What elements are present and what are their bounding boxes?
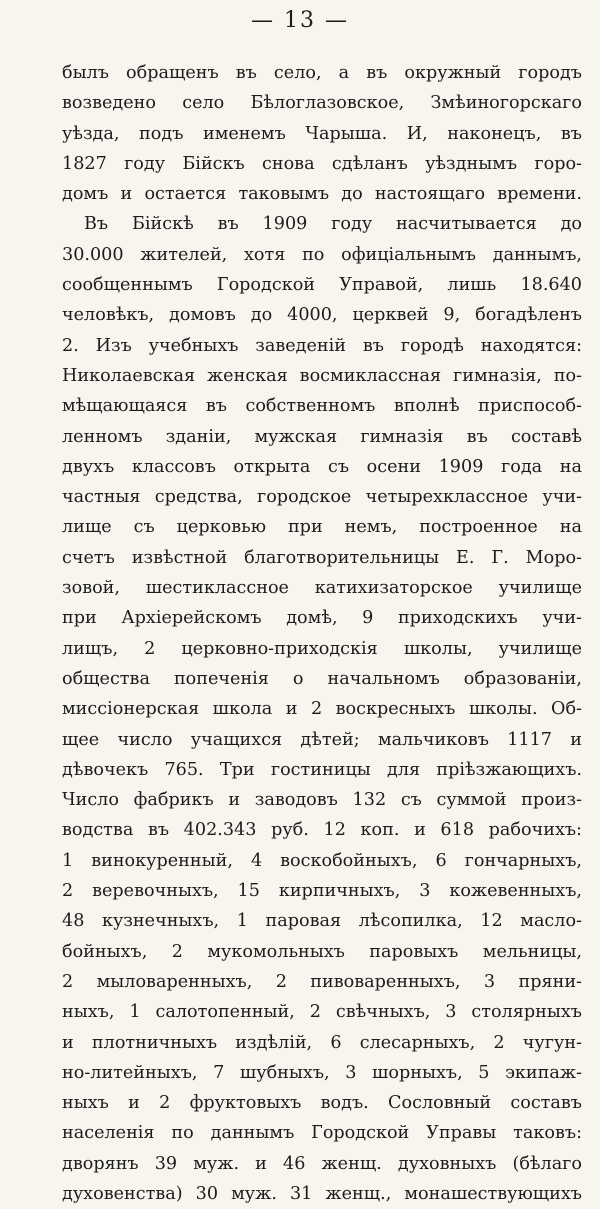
text-line: сообщеннымъ Городской Управой, лишь 18.640 (62, 275, 582, 296)
body-text (62, 58, 582, 1209)
text-line: дѣвочекъ 765. Три гостиницы для пріѣзжающихъ. (62, 759, 582, 780)
text-line: и плотничныхъ издѣлій, 6 слесарныхъ, 2 чугун- (62, 1032, 582, 1053)
text-line: общества попеченія о начальномъ образованіи, (62, 668, 582, 689)
text-line: но-литейныхъ, 7 шубныхъ, 3 шорныхъ, 5 экипаж- (62, 1062, 582, 1083)
text-line: зовой, шестиклассное катихизаторское училище (62, 578, 582, 599)
text-line: при Архіерейскомъ домѣ, 9 приходскихъ учи- (62, 608, 582, 629)
text-line: возведено село Бѣлоглазовское, Змѣиногорскаго (62, 93, 582, 114)
text-line: лищъ, 2 церковно-приходскія школы, училище (62, 638, 582, 659)
text-line: ныхъ и 2 фруктовыхъ водъ. Сословный составъ (62, 1093, 582, 1114)
text-line: 30.000 жителей, хотя по офиціальнымъ даннымъ, (62, 244, 582, 265)
text-line: счетъ извѣстной благотворительницы Е. Г. Моро- (62, 547, 582, 568)
text-line: бойныхъ, 2 мукомольныхъ паровыхъ мельницы, (62, 941, 582, 962)
text-line: уѣзда, подъ именемъ Чарыша. И, наконецъ, въ (62, 123, 582, 144)
text-line: двухъ классовъ открыта съ осени 1909 года на (62, 456, 582, 477)
text-line: 1827 году Бійскъ снова сдѣланъ уѣзднымъ горо- (62, 153, 582, 174)
text-line: 2 веревочныхъ, 15 кирпичныхъ, 3 кожевенныхъ, (62, 881, 582, 902)
text-line: ленномъ зданіи, мужская гимназія въ составѣ (62, 426, 582, 447)
page-number: — 13 — (251, 8, 349, 33)
text-line: населенія по даннымъ Городской Управы таковъ: (62, 1123, 582, 1144)
text-line: домъ и остается таковымъ до настоящаго времени. (62, 184, 582, 205)
text-line: щее число учащихся дѣтей; мальчиковъ 1117 и (62, 729, 582, 750)
text-line: мѣщающаяся въ собственномъ вполнѣ приспособ- (62, 396, 582, 417)
text-line: миссіонерская школа и 2 воскресныхъ школы. Об- (62, 699, 582, 720)
text-line: дворянъ 39 муж. и 46 женщ. духовныхъ (бѣлаго (62, 1153, 582, 1174)
text-line: духовенства) 30 муж. 31 женщ., монашествующихъ (62, 1183, 582, 1204)
text-line: 2 мыловаренныхъ, 2 пивоваренныхъ, 3 пряни- (62, 971, 582, 992)
text-line: ныхъ, 1 салотопенный, 2 свѣчныхъ, 3 столярныхъ (62, 1002, 582, 1023)
text-line: былъ обращенъ въ село, а въ окружный городъ (62, 63, 582, 83)
paragraph-first-line: Въ Бійскѣ въ 1909 году насчитывается до (84, 214, 582, 235)
text-line: 1 винокуренный, 4 воскобойныхъ, 6 гончарныхъ, (62, 850, 582, 871)
text-line: Николаевская женская восмиклассная гимназія, по- (62, 365, 582, 386)
text-line: 2. Изъ учебныхъ заведеній въ городѣ находятся: (62, 335, 582, 356)
text-line: 48 кузнечныхъ, 1 паровая лѣсопилка, 12 масло- (62, 911, 582, 932)
text-line: лище съ церковью при немъ, построенное на (62, 517, 582, 538)
text-line: человѣкъ, домовъ до 4000, церквей 9, богадѣленъ (62, 305, 582, 326)
text-line: водства въ 402.343 руб. 12 коп. и 618 рабочихъ: (62, 820, 582, 841)
text-line: Число фабрикъ и заводовъ 132 съ суммой произ- (62, 790, 582, 811)
text-line: частныя средства, городское четырехклассное учи- (62, 487, 582, 508)
